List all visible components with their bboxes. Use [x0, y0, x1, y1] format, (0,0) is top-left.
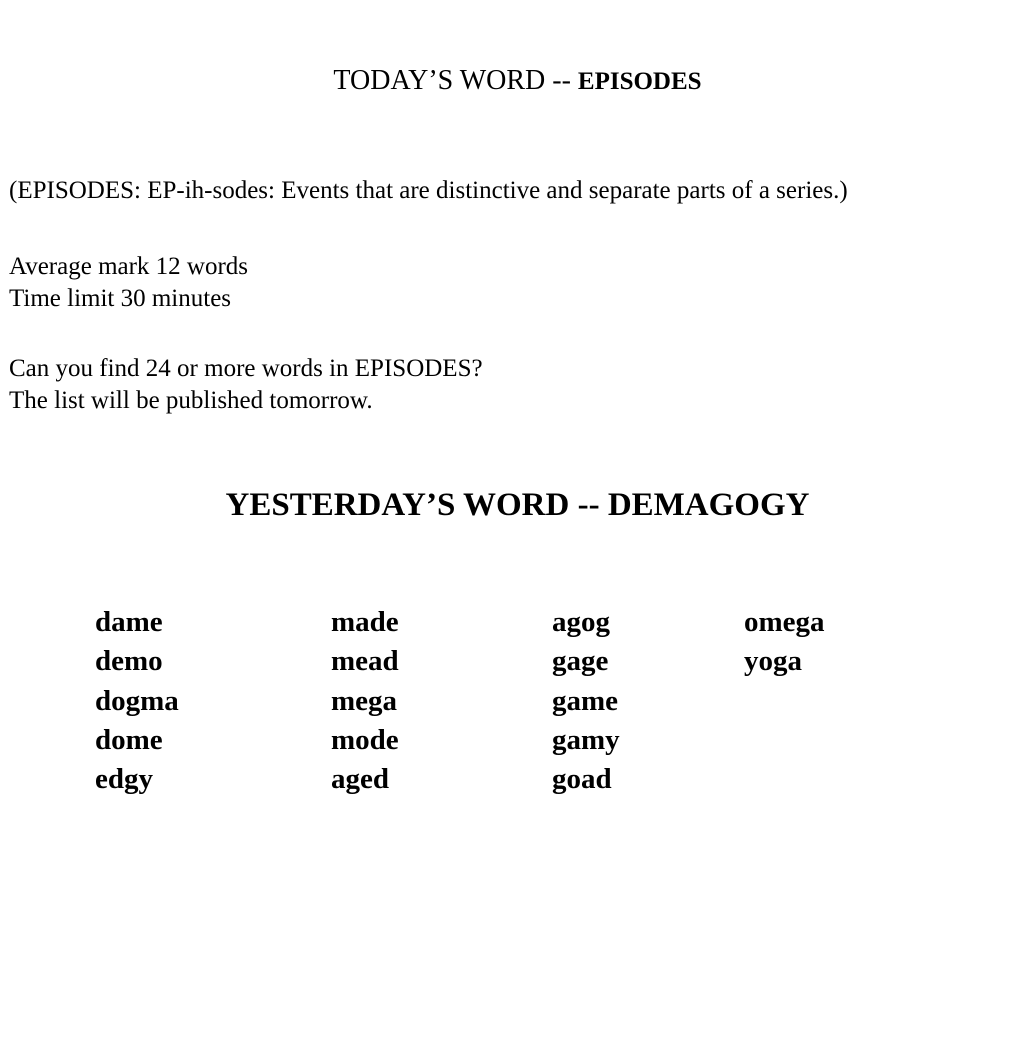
word-list-item: yoga	[744, 645, 802, 678]
word-definition: (EPISODES: EP-ih-sodes: Events that are distinctive and separate parts of a series.)	[9, 177, 848, 204]
word-column-4	[744, 603, 825, 682]
word-list-item: mode	[331, 723, 399, 756]
word-list-item: dome	[95, 723, 163, 756]
word-list-item: dogma	[95, 684, 179, 717]
word-column-1	[95, 603, 179, 799]
word-list-item: made	[331, 606, 399, 638]
word-list-item: omega	[744, 606, 825, 638]
todays-word-prefix: TODAY’S WORD --	[333, 65, 578, 96]
word-list-item: dame	[95, 606, 163, 638]
word-list-item: agog	[552, 606, 610, 638]
word-column-3	[552, 603, 620, 799]
todays-word: EPISODES	[577, 68, 702, 95]
word-list-item: aged	[331, 763, 389, 796]
yesterdays-word-heading: YESTERDAY’S WORD -- DEMAGOGY	[225, 487, 810, 523]
word-list-item: gage	[552, 645, 609, 678]
word-list-item: edgy	[95, 763, 153, 796]
word-list-item: mead	[331, 645, 399, 678]
challenge-text: Can you find 24 or more words in EPISODES?	[9, 355, 483, 382]
word-column-2	[331, 603, 399, 799]
todays-word-heading	[0, 64, 1035, 99]
word-list-item: mega	[331, 684, 398, 717]
word-list-item: demo	[95, 645, 163, 678]
word-list-item: goad	[552, 763, 612, 796]
time-limit: Time limit 30 minutes	[9, 285, 232, 312]
word-list-item: gamy	[552, 723, 620, 756]
publish-note: The list will be published tomorrow.	[9, 387, 373, 414]
average-mark: Average mark 12 words	[9, 253, 249, 280]
word-list-item: game	[552, 684, 619, 717]
